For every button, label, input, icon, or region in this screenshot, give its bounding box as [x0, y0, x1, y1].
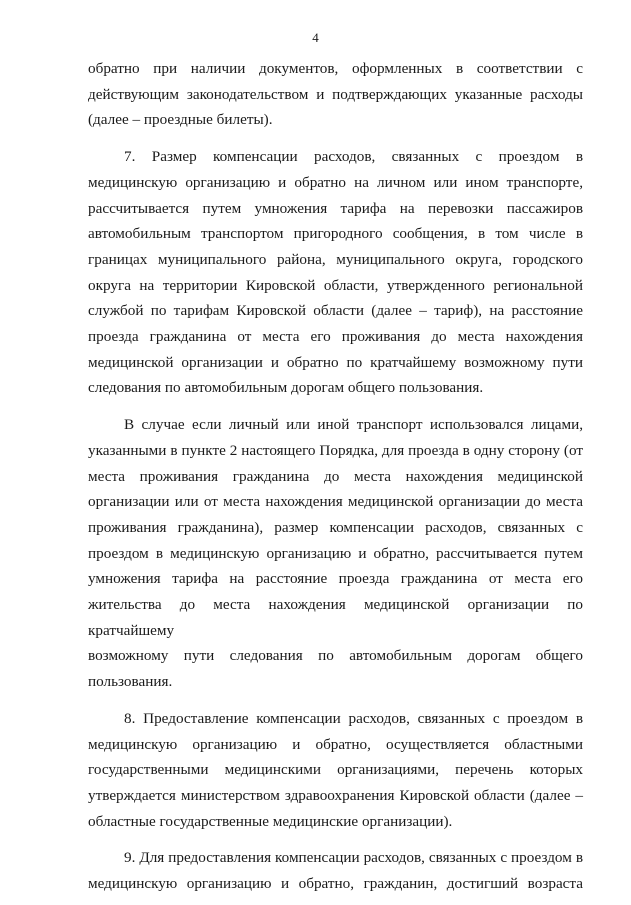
text-line: умножения тарифа на расстояние проезда гражданина от места его [88, 570, 583, 588]
text-line: округа на территории Кировской области, утвержденного региональной [88, 276, 583, 294]
text-line: автомобильным транспортом пригородного сообщения, в том числе в [88, 225, 583, 243]
page-number: 4 [312, 30, 319, 45]
text-line: следования по автомобильным дорогам общего пользования. [88, 379, 484, 397]
text-line: действующим законодательством и подтверждающих указанные расходы [88, 85, 583, 103]
paragraph-8-first-line: 8. Предоставление компенсации расходов, связанных с проездом в [124, 709, 583, 727]
text-line: утверждается министерством здравоохранения Кировской области (далее – [88, 786, 583, 804]
text-line: возможному пути следования по автомобильным дорогам общего [88, 647, 583, 665]
text-line: пользования. [88, 673, 173, 691]
text-line: границах муниципального района, муниципального округа, городского [88, 250, 583, 268]
text-line: места проживания гражданина до места нахождения медицинской [88, 467, 583, 485]
text-line: проездом в медицинскую организацию и обратно, рассчитывается путем [88, 544, 583, 562]
text-line: указанными в пункте 2 настоящего Порядка, для проезда в одну сторону (от [88, 441, 583, 459]
text-line: обратно при наличии документов, оформленных в соответствии с [88, 60, 583, 77]
text-line: рассчитывается путем умножения тарифа на перевозки пассажиров [88, 199, 583, 217]
text-line: организации или от места нахождения медицинской организации до места [88, 493, 583, 511]
paragraph-7-first-line: 7. Размер компенсации расходов, связанных с проездом в [124, 148, 583, 166]
text-line: медицинскую организацию и обратно на личном или ином транспорте, [88, 173, 583, 191]
text-line: медицинской организации и обратно по кратчайшему возможному пути [88, 353, 583, 371]
text-line: областные государственные медицинские организации). [88, 812, 453, 830]
text-line: медицинскую организацию и обратно, осуществляется областными [88, 735, 583, 753]
paragraph-9-first-line: 9. Для предоставления компенсации расходов, связанных с проездом в [124, 849, 583, 867]
text-line: проезда гражданина от места его проживания до места нахождения [88, 328, 583, 346]
paragraph-first-line: В случае если личный или иной транспорт использовался лицами, [124, 416, 583, 434]
text-line: (далее – проездные билеты). [88, 111, 273, 129]
document-body [88, 56, 583, 897]
text-line: государственными медицинскими организациями, перечень которых [88, 761, 583, 779]
text-line: медицинскую организацию и обратно, гражданин, достигший возраста [88, 875, 583, 893]
text-line: жительства до места нахождения медицинской организации по кратчайшему [88, 596, 583, 639]
text-line: проживания гражданина), размер компенсации расходов, связанных с [88, 518, 583, 536]
text-line: службой по тарифам Кировской области (далее – тариф), на расстояние [88, 302, 583, 320]
